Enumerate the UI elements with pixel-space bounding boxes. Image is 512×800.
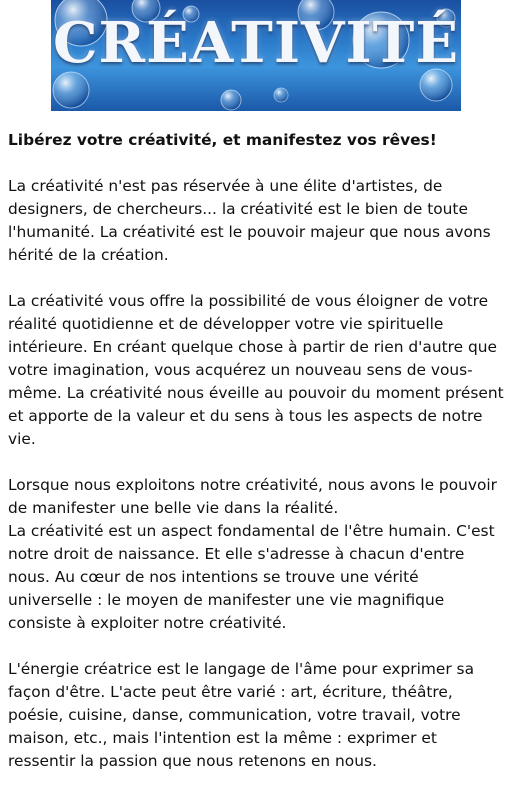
banner-title: CRÉATIVITÉ: [52, 10, 460, 76]
article-paragraph: La créativité n'est pas réservée à une élite d'artistes, de designers, de chercheurs... la créativité est le bien de toute l'humanité. La créativité est le pouvoir majeur que nous avons hérité de la création.: [8, 177, 491, 264]
article-body: [8, 129, 506, 796]
banner-image: [51, 0, 461, 111]
article-paragraph: Lorsque nous exploitons notre créativité, nous avons le pouvoir de manifester une belle vie dans la réalité.: [8, 476, 497, 517]
article-paragraph: La créativité vous offre la possibilité de vous éloigner de votre réalité quotidienne et de développer votre vie spirituelle intérieure. En créant quelque chose à partir de rien d'autre que votre imagination, vous acquérez un nouveau sens de vous-même. La créativité nous éveille au pouvoir du moment présent et apporte de la valeur et du sens à tous les aspects de notre vie.: [8, 292, 504, 448]
article-headline: Libérez votre créativité, et manifestez vos rêves!: [8, 131, 437, 149]
article-paragraph: L'énergie créatrice est le langage de l'âme pour exprimer sa façon d'être. L'acte peut être varié : art, écriture, théâtre, poésie, cuisine, danse, communication, votre travail, votre maison, etc., mais l'intention est la même : exprimer et ressentir la passion que nous retenons en nous.: [8, 660, 475, 770]
article-paragraph: La créativité est un aspect fondamental de l'être humain. C'est notre droit de naissance. Et elle s'adresse à chacun d'entre nous. Au cœur de nos intentions se trouve une vérité universelle : le moyen de manifester une vie magnifique consiste à exploiter notre créativité.: [8, 522, 495, 632]
